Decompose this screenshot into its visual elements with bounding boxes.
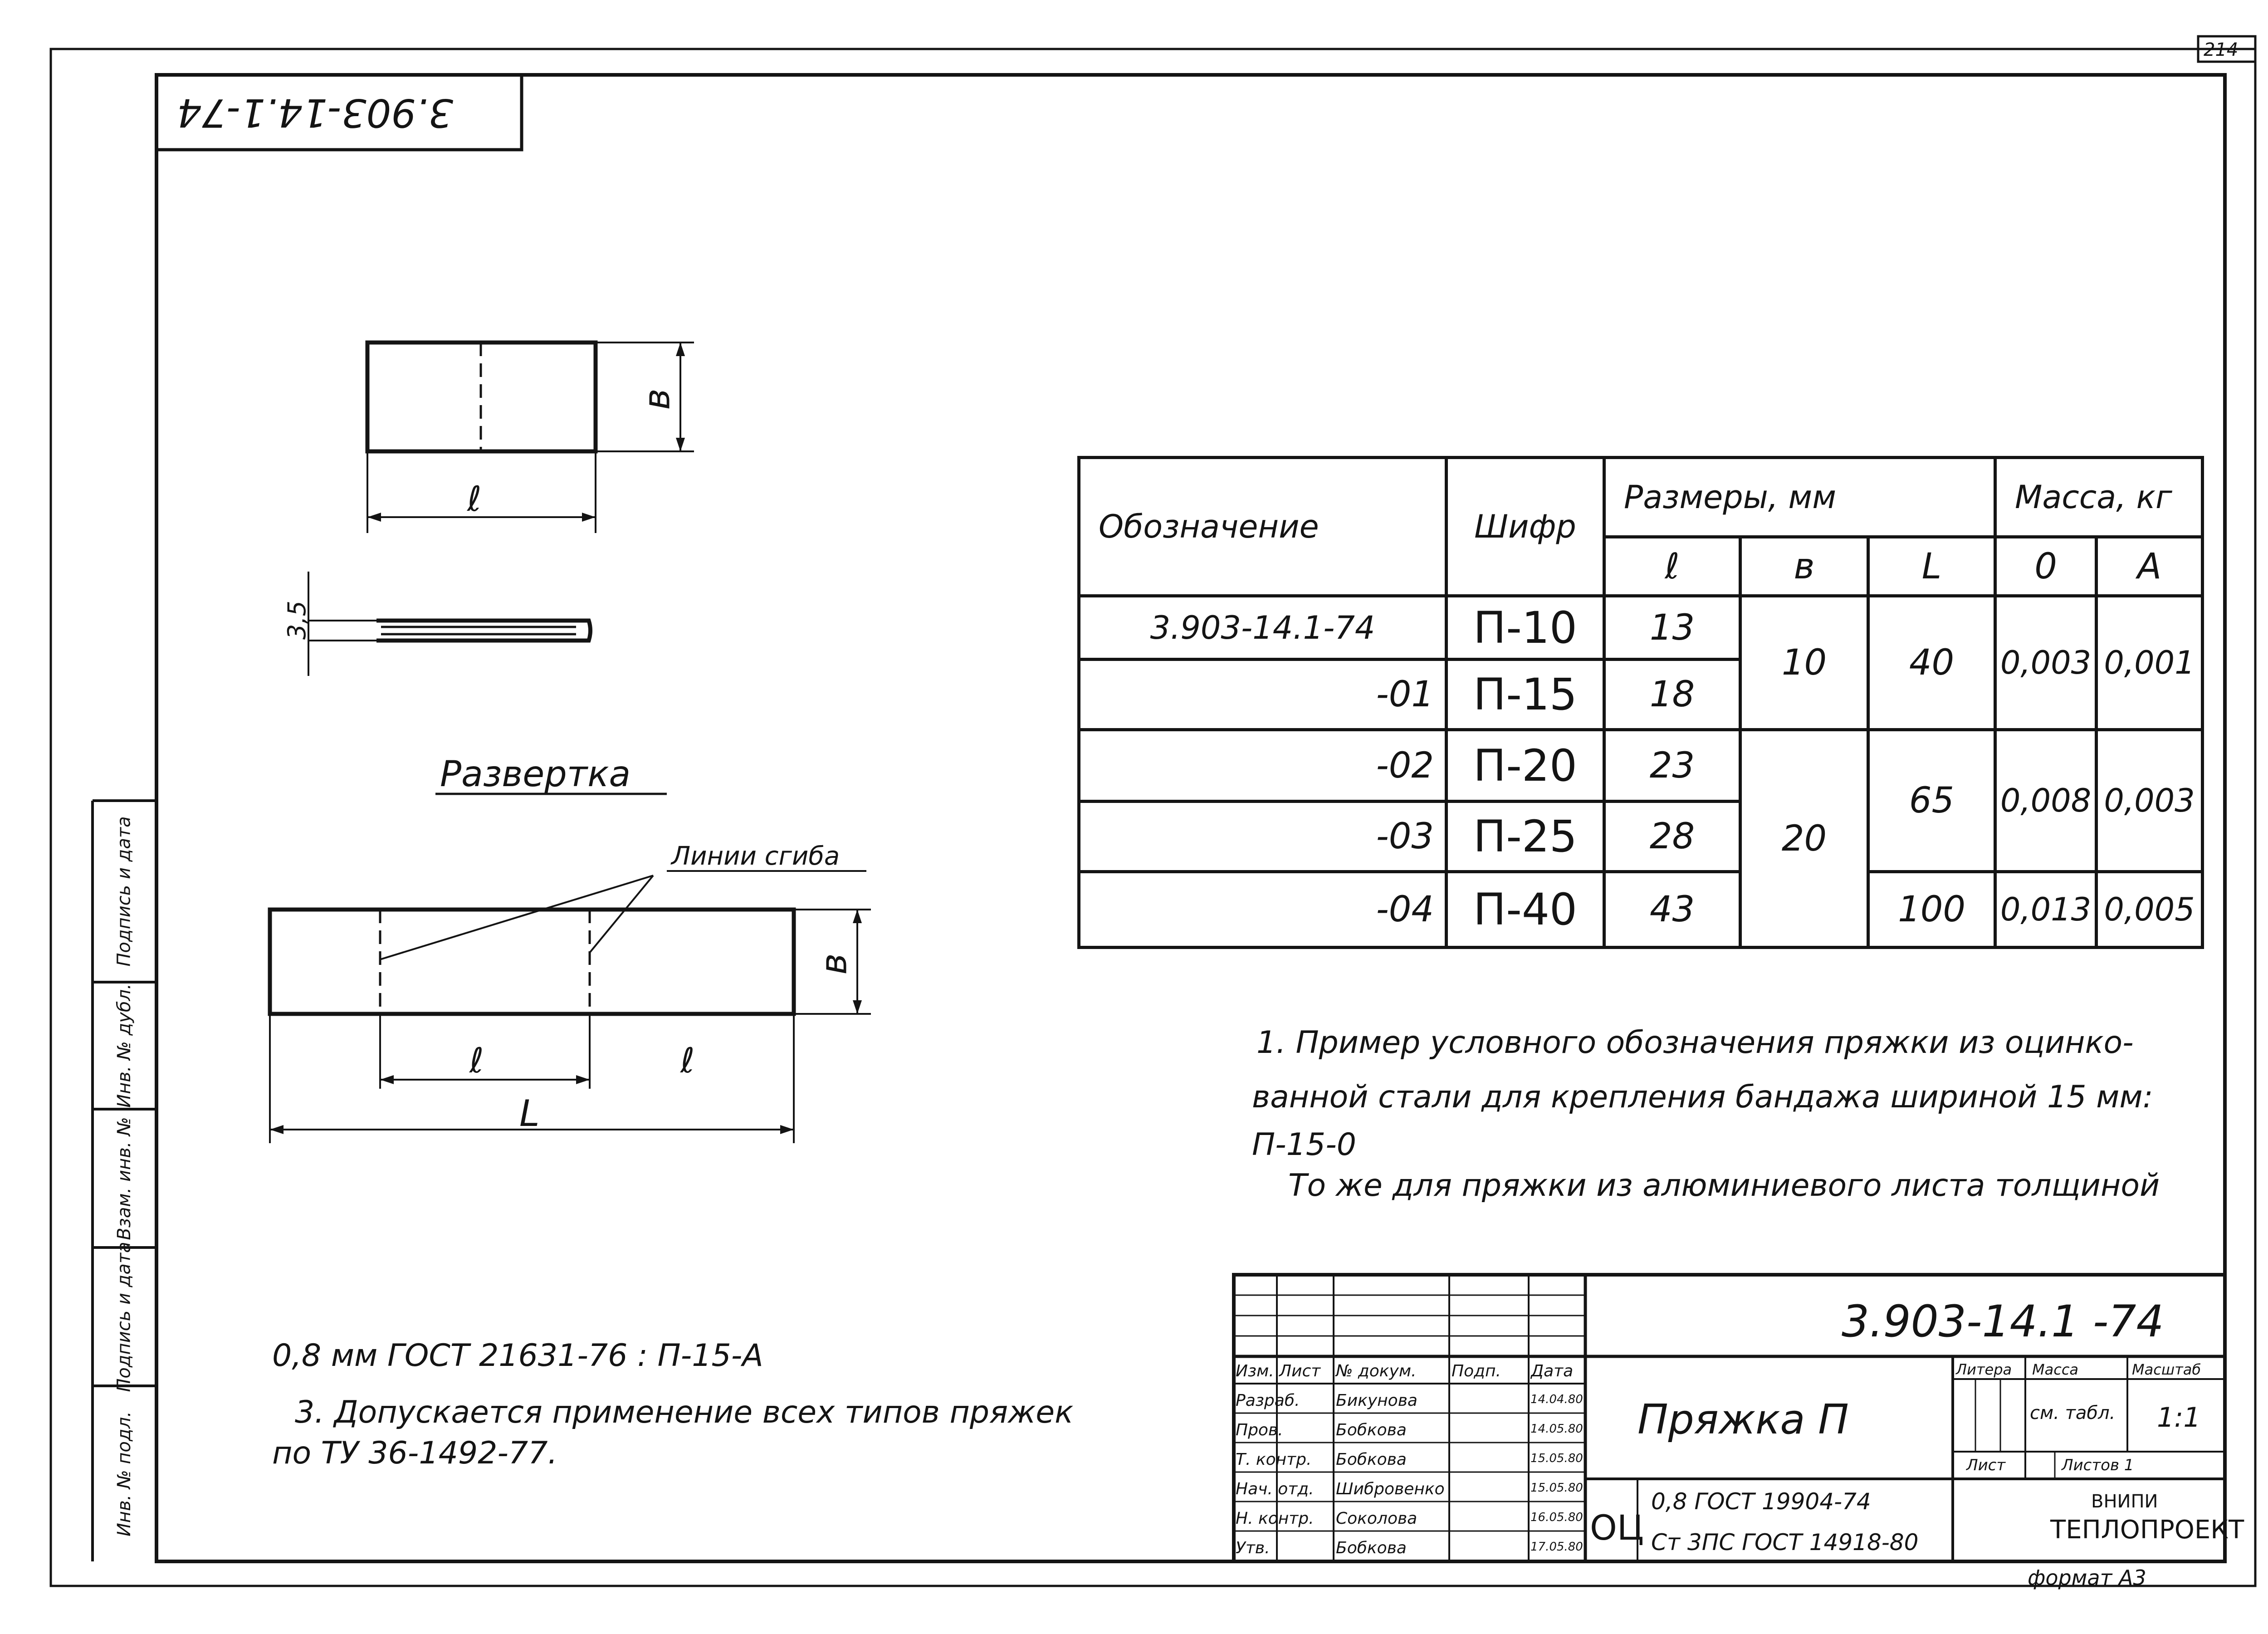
header-b: в — [1740, 537, 1868, 596]
massa-label: Масса — [2032, 1361, 2079, 1378]
note-3-line-2: по ТУ 36-1492-77. — [272, 1435, 558, 1471]
signer-name: Бобкова — [1336, 1421, 1407, 1439]
strip-cell-inv-podl: Инв. № подл. — [114, 1411, 135, 1536]
sheet-corner-number: 214 — [2204, 39, 2239, 60]
strip-cell-inv-dubl: Инв. № дубл. — [114, 983, 135, 1108]
header-mass: Масса, кг — [1995, 458, 2203, 537]
signer-name: Бикунова — [1336, 1391, 1418, 1410]
signer-name: Шибровенко — [1336, 1480, 1445, 1498]
note-1-line-3: П-15-0 — [1252, 1127, 1356, 1163]
header-dimensions: Размеры, мм — [1604, 458, 1995, 537]
col-list: Лист — [1279, 1362, 1321, 1380]
fold-lines-callout: Линии сгиба — [671, 841, 840, 871]
listov-label: Листов 1 — [2062, 1456, 2134, 1474]
top-stamp-text: 3.903-14.1-74 — [177, 90, 454, 135]
signer-date: 14.05.80 — [1530, 1422, 1583, 1436]
row-designation: -03 — [1079, 802, 1447, 872]
row-l: 23 — [1604, 730, 1740, 802]
format-label: формат А3 — [2028, 1566, 2146, 1590]
title-material-line-1: 0,8 ГОСТ 19904-74 — [1651, 1488, 1871, 1515]
signer-name: Бобкова — [1336, 1450, 1407, 1469]
row-designation: -04 — [1079, 872, 1447, 948]
signer-role: Н. контр. — [1236, 1509, 1314, 1528]
header-designation: Обозначение — [1079, 458, 1447, 596]
org-line-1: ВНИПИ — [2091, 1491, 2158, 1512]
org-line-2: ТЕПЛОПРОЕКТ — [2050, 1515, 2244, 1545]
signer-date: 15.05.80 — [1530, 1452, 1583, 1465]
cell-massA-a: 0,001 — [2097, 596, 2203, 730]
flat-segment-label-1: ℓ — [469, 1040, 484, 1081]
cell-massA-c: 0,005 — [2097, 872, 2203, 948]
note-1-line-4: То же для пряжки из алюминиевого листа толщиной — [1288, 1168, 2160, 1203]
flat-width-label: в — [812, 953, 855, 975]
note-1-line-2: ванной стали для крепления бандажа шириной 15 мм: — [1252, 1079, 2153, 1115]
cell-b-20: 20 — [1740, 730, 1868, 948]
signer-role: Пров. — [1236, 1421, 1283, 1439]
row-code: П-15 — [1447, 660, 1604, 730]
col-date: Дата — [1531, 1362, 1574, 1380]
header-L: L — [1868, 537, 1995, 596]
strip-cell-sign-date-2: Подпись и дата — [114, 816, 135, 967]
title-material-line-2: Ст 3ПС ГОСТ 14918-80 — [1651, 1529, 1919, 1556]
thickness-label: 3,5 — [282, 601, 311, 640]
list-label: Лист — [1966, 1456, 2006, 1474]
signer-date: 16.05.80 — [1530, 1511, 1583, 1524]
header-mass-A: А — [2097, 537, 2203, 596]
cell-massA-b: 0,003 — [2097, 730, 2203, 872]
signer-name: Бобкова — [1336, 1539, 1407, 1557]
row-l: 13 — [1604, 596, 1740, 660]
header-code: Шифр — [1447, 458, 1604, 596]
masshtab-label: Масштаб — [2132, 1361, 2201, 1378]
row-l: 18 — [1604, 660, 1740, 730]
flat-segment-label-2: ℓ — [680, 1040, 695, 1081]
row-designation: -01 — [1079, 660, 1447, 730]
row-code: П-20 — [1447, 730, 1604, 802]
signer-date: 15.05.80 — [1530, 1481, 1583, 1495]
header-mass-0: 0 — [1995, 537, 2097, 596]
signer-role: Утв. — [1236, 1539, 1270, 1557]
signer-role: Нач. отд. — [1236, 1480, 1314, 1498]
flat-pattern-title: Развертка — [440, 754, 631, 795]
row-l: 43 — [1604, 872, 1740, 948]
strip-cell-vzam-inv: Взам. инв. № — [114, 1116, 135, 1240]
litera-label: Литера — [1956, 1361, 2012, 1378]
title-oc: ОЦ — [1590, 1507, 1644, 1548]
note-2-line: 0,8 мм ГОСТ 21631-76 : П-15-А — [272, 1338, 763, 1374]
cell-L-65: 65 — [1868, 730, 1995, 872]
row-code: П-25 — [1447, 802, 1604, 872]
signer-name: Соколова — [1336, 1509, 1418, 1528]
row-l: 28 — [1604, 802, 1740, 872]
col-izm: Изм. — [1236, 1362, 1274, 1380]
cell-L-40: 40 — [1868, 596, 1995, 730]
signer-date: 14.04.80 — [1530, 1393, 1583, 1406]
top-view-length-label: ℓ — [467, 479, 482, 519]
masshtab-value: 1:1 — [2157, 1402, 2201, 1433]
col-sign: Подп. — [1452, 1362, 1501, 1380]
strip-cell-sign-date-1: Подпись и дата — [114, 1241, 135, 1392]
note-3-line-1: 3. Допускается применение всех типов пряжек — [295, 1394, 1074, 1430]
row-code: П-40 — [1447, 872, 1604, 948]
row-designation: 3.903-14.1-74 — [1079, 596, 1447, 660]
massa-value: см. табл. — [2030, 1403, 2116, 1424]
row-designation: -02 — [1079, 730, 1447, 802]
signer-role: Разраб. — [1236, 1391, 1300, 1410]
note-1-line-1: 1. Пример условного обозначения пряжки из оцинко- — [1256, 1025, 2134, 1061]
cell-b-10: 10 — [1740, 596, 1868, 730]
cell-mass0-b: 0,008 — [1995, 730, 2097, 872]
top-view-width-label: в — [635, 388, 678, 410]
title-item-name: Пряжка П — [1637, 1396, 1849, 1443]
cell-mass0-a: 0,003 — [1995, 596, 2097, 730]
col-doc: № докум. — [1336, 1362, 1417, 1380]
cell-mass0-c: 0,013 — [1995, 872, 2097, 948]
flat-total-label: L — [519, 1092, 540, 1135]
signer-role: Т. контр. — [1236, 1450, 1312, 1469]
title-doc-number: 3.903-14.1 -74 — [1842, 1296, 2164, 1347]
row-code: П-10 — [1447, 596, 1604, 660]
cell-L-100: 100 — [1868, 872, 1995, 948]
signer-date: 17.05.80 — [1530, 1540, 1583, 1554]
header-l: ℓ — [1604, 537, 1740, 596]
